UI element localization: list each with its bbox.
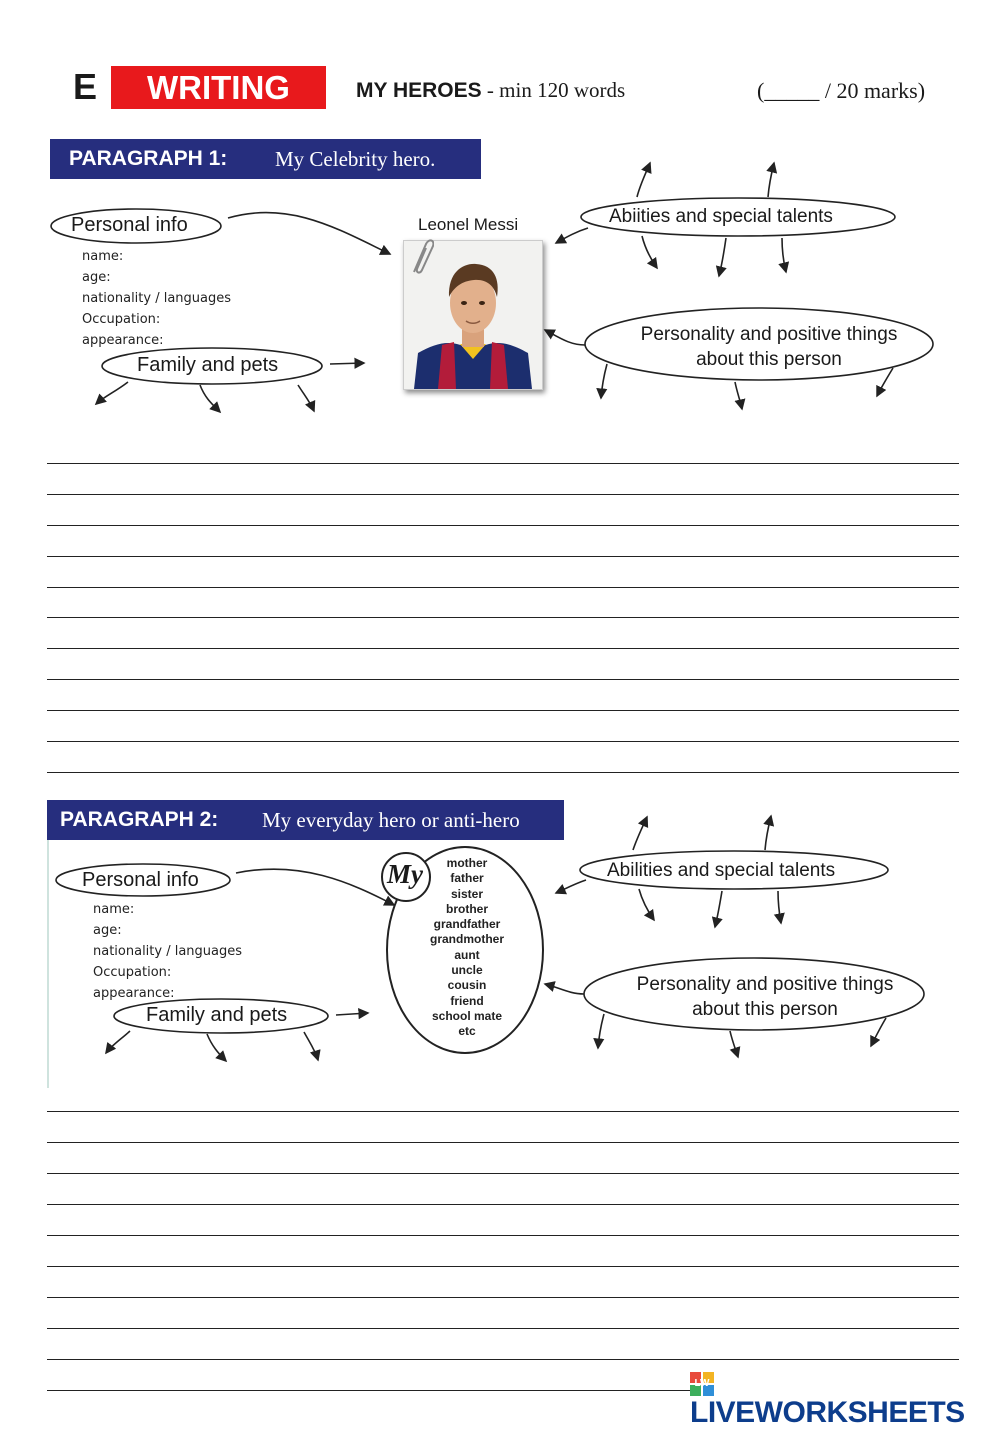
relative-item: aunt xyxy=(454,947,480,962)
writing-line[interactable] xyxy=(47,1173,959,1174)
p1-abilities-label: Abiities and special talents xyxy=(609,206,833,227)
relative-item: mother xyxy=(446,856,488,870)
info-item: name: xyxy=(82,249,124,264)
relatives-list xyxy=(417,856,517,1040)
paragraph-1-label: PARAGRAPH 1: xyxy=(69,147,228,170)
paragraph-2-subtitle: My everyday hero or anti-hero xyxy=(262,808,520,832)
relative-item: father xyxy=(450,871,484,886)
task-word-count: - min 120 words xyxy=(481,78,626,102)
p2-personal-info-label: Personal info xyxy=(82,869,199,891)
writing-line[interactable] xyxy=(47,1111,959,1112)
writing-line[interactable] xyxy=(47,1235,959,1236)
personality-line: about this person xyxy=(692,999,838,1020)
paragraph-2-label: PARAGRAPH 2: xyxy=(60,808,219,831)
info-item: appearance: xyxy=(93,986,175,1001)
personality-line: Personality and positive things xyxy=(640,324,898,345)
relative-item: sister xyxy=(450,886,484,901)
relative-item: grandmother xyxy=(429,932,504,947)
info-item: name: xyxy=(93,902,135,917)
p2-abilities-label: Abilities and special talents xyxy=(607,860,836,881)
marks-field[interactable]: (_____ / 20 marks) xyxy=(757,78,926,103)
info-item: appearance: xyxy=(82,333,164,348)
info-item: nationality / languages xyxy=(93,944,243,959)
info-item: age: xyxy=(82,270,111,285)
info-item: Occupation: xyxy=(82,312,161,327)
writing-line[interactable] xyxy=(47,1328,959,1329)
logo-badge-text: LW xyxy=(694,1378,710,1389)
p2-family-label: Family and pets xyxy=(146,1004,288,1026)
p2-info-list xyxy=(93,899,242,1004)
logo-text: LIVEWORKSHEETS xyxy=(690,1396,965,1429)
p1-personal-info-label: Personal info xyxy=(71,214,188,236)
writing-line[interactable] xyxy=(47,1359,959,1360)
paragraph-1-subtitle: My Celebrity hero. xyxy=(275,147,436,171)
p1-family-label: Family and pets xyxy=(137,354,279,376)
relative-item: etc xyxy=(458,1024,476,1039)
relative-item: school mate xyxy=(431,1008,503,1023)
p2-personality-label xyxy=(596,972,934,1022)
info-item: Occupation: xyxy=(93,965,172,980)
task-title-bold: MY HEROES xyxy=(356,79,482,102)
writing-line[interactable] xyxy=(47,1204,959,1205)
relative-item: cousin xyxy=(447,978,487,993)
section-letter: E xyxy=(73,66,98,107)
relative-item: friend xyxy=(450,993,484,1008)
liveworksheets-logo[interactable] xyxy=(690,1372,999,1429)
relative-item: brother xyxy=(446,901,488,916)
my-label: My xyxy=(387,859,423,889)
writing-line[interactable] xyxy=(47,1297,959,1298)
writing-section-badge: WRITING xyxy=(111,66,326,109)
writing-line[interactable] xyxy=(47,1142,959,1143)
info-item: age: xyxy=(93,923,122,938)
personality-line: Personality and positive things xyxy=(636,974,894,995)
relative-item: grandfather xyxy=(433,917,501,932)
info-item: nationality / languages xyxy=(82,291,232,306)
relative-item: uncle xyxy=(451,963,483,978)
writing-line[interactable] xyxy=(47,1266,959,1267)
personality-line: about this person xyxy=(696,349,842,370)
photo-caption: Leonel Messi xyxy=(418,215,519,234)
logo-badge-icon xyxy=(690,1372,714,1396)
